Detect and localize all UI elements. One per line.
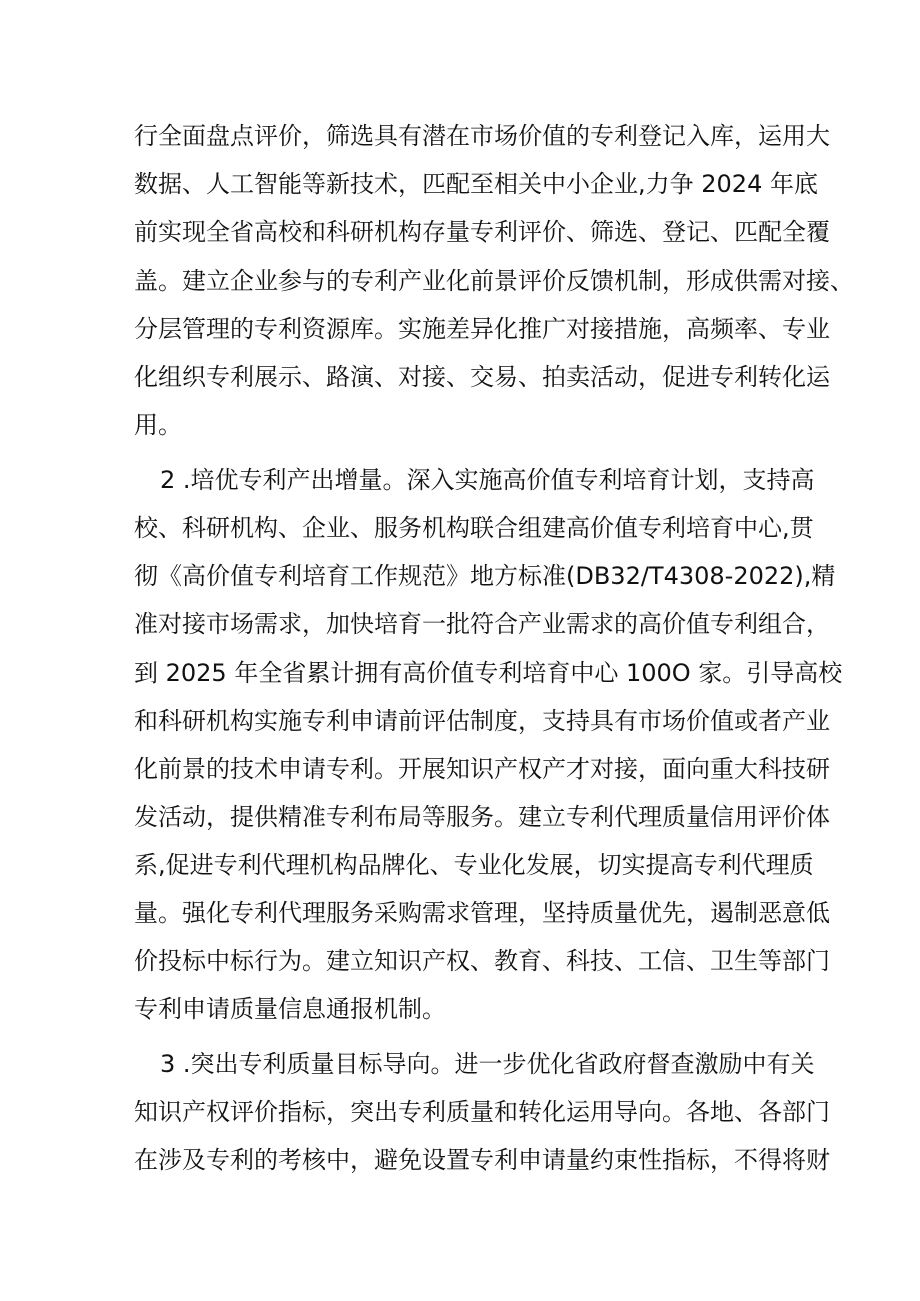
text-line: 分层管理的专利资源库。实施差异化推广对接措施，高频率、专业 [134,315,830,343]
text-line: 数据、人工智能等新技术，匹配至相关中小企业,力争 2024 年底 [134,170,818,198]
text-line: 化组织专利展示、路演、对接、交易、拍卖活动，促进专利转化运 [134,363,830,391]
text-line: 准对接市场需求，加快培育一批符合产业需求的高价值专利组合， [134,610,830,638]
text-line: 行全面盘点评价，筛选具有潜在市场价值的专利登记入库，运用大 [134,122,830,150]
text-line: 彻《高价值专利培育工作规范》地方标准(DB32/T4308-2022),精 [134,562,836,590]
text-line: 和科研机构实施专利申请前评估制度，支持具有市场价值或者产业 [134,707,830,735]
text-line: 化前景的技术申请专利。开展知识产权产才对接，面向重大科技研 [134,755,830,783]
text-line: 盖。建立企业参与的专利产业化前景评价反馈机制，形成供需对接、 [134,267,854,295]
text-line: 专利申请质量信息通报机制。 [134,995,446,1023]
text-line: 发活动，提供精准专利布局等服务。建立专利代理质量信用评价体 [134,803,830,831]
text-line: 前实现全省高校和科研机构存量专利评价、筛选、登记、匹配全覆 [134,218,830,246]
text-line: 校、科研机构、企业、服务机构联合组建高价值专利培育中心,贯 [134,514,814,542]
text-line: 系,促进专利代理机构品牌化、专业化发展，切实提高专利代理质 [134,851,814,879]
paragraph-3-first-line: 3 .突出专利质量目标导向。进一步优化省政府督查激励中有关 [160,1050,815,1078]
text-line: 用。 [134,411,182,439]
text-line: 在涉及专利的考核中，避免设置专利申请量约束性指标，不得将财 [134,1146,830,1174]
text-line: 价投标中标行为。建立知识产权、教育、科技、工信、卫生等部门 [134,947,830,975]
paragraph-2-first-line: 2 .培优专利产出增量。深入实施高价值专利培育计划，支持高 [160,466,815,494]
text-line: 知识产权评价指标，突出专利质量和转化运用导向。各地、各部门 [134,1098,830,1126]
text-line: 到 2025 年全省累计拥有高价值专利培育中心 100O 家。引导高校 [134,659,843,687]
text-line: 量。强化专利代理服务采购需求管理，坚持质量优先，遏制恶意低 [134,899,830,927]
